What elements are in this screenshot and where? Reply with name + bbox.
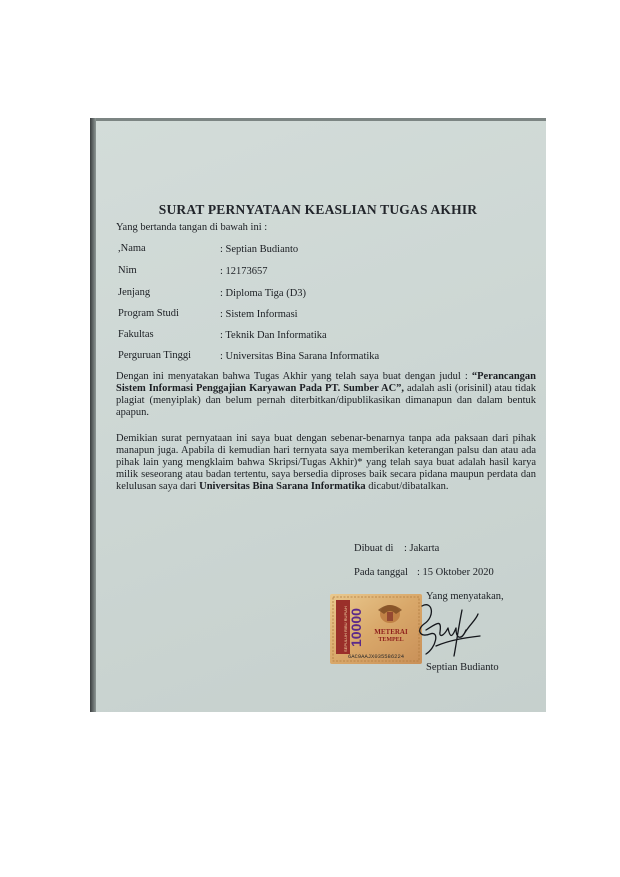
thesis-title: “Perancangan Sistem Informasi Penggajian Karyawan Pada PT. Sumber AC”, — [116, 371, 536, 394]
university-name: Universitas Bina Sarana Informatika — [199, 481, 366, 492]
field-label-nama: ,Nama — [118, 243, 146, 254]
date-value: : 15 Oktober 2020 — [417, 567, 494, 578]
closing-text-start: Demikian surat pernyataan ini saya buat dengan sebenar-benarnya tanpa ada paksaan dari pihak manapun juga. Apabila di kemudian hari ternyata saya memberikan keterangan palsu dan atau ada pihak lain yang mengklaim bahwa Skripsi/Tugas Akhir)* yang telah saya buat adalah hasil karya milik seseorang atau badan tertentu, saya bersedia diproses baik secara pidana maupun perdata dan kelulusan saya dari — [116, 433, 536, 492]
field-value-nim: : 12173657 — [220, 266, 268, 277]
stamp-label-top: METERAI — [374, 628, 408, 636]
statement-paragraph — [116, 371, 536, 419]
statement-text-end: adalah asli (orisinil) atau tidak plagiat (menyiplak) dan belum pernah diterbitkan/dipublikasikan dimanapun dan dalam bentuk apapun. — [116, 383, 536, 418]
field-label-perguruan-tinggi: Perguruan Tinggi — [118, 350, 192, 361]
stamp-label-bottom: TEMPEL — [378, 637, 404, 643]
paper-top-edge — [90, 118, 546, 121]
field-value-program-studi: : Sistem Informasi — [220, 309, 298, 320]
closing-text-end: dicabut/dibatalkan. — [365, 481, 449, 492]
stamp-side-text: SEPULUH RIBU RUPIAH — [343, 606, 348, 652]
place-label: Dibuat di — [354, 543, 394, 554]
document-title: SURAT PERNYATAAN KEASLIAN TUGAS AKHIR — [158, 202, 478, 217]
date-label: Pada tanggal — [354, 567, 408, 578]
closing-paragraph — [116, 433, 536, 493]
document-photo — [90, 118, 546, 712]
stamp-serial: 6AC9AAJX035586224 — [347, 653, 405, 660]
field-label-program-studi: Program Studi — [118, 308, 179, 319]
field-label-fakultas: Fakultas — [118, 329, 154, 340]
field-value-fakultas: : Teknik Dan Informatika — [220, 330, 327, 341]
statement-text-start: Dengan ini menyatakan bahwa Tugas Akhir yang telah saya buat dengan judul : — [116, 371, 472, 382]
field-value-nama: : Septian Budianto — [220, 244, 299, 255]
stamp-value: 10000 — [348, 608, 364, 647]
intro-text: Yang bertanda tangan di bawah ini : — [116, 222, 268, 233]
handwritten-signature — [406, 594, 486, 664]
field-label-jenjang: Jenjang — [118, 287, 151, 298]
declarant-label: Yang menyatakan, — [426, 591, 504, 602]
field-value-jenjang: : Diploma Tiga (D3) — [220, 288, 307, 299]
field-label-nim: Nim — [118, 265, 137, 276]
signer-name: Septian Budianto — [426, 662, 499, 673]
place-value: : Jakarta — [404, 543, 440, 554]
field-value-perguruan-tinggi: : Universitas Bina Sarana Informatika — [220, 351, 380, 362]
